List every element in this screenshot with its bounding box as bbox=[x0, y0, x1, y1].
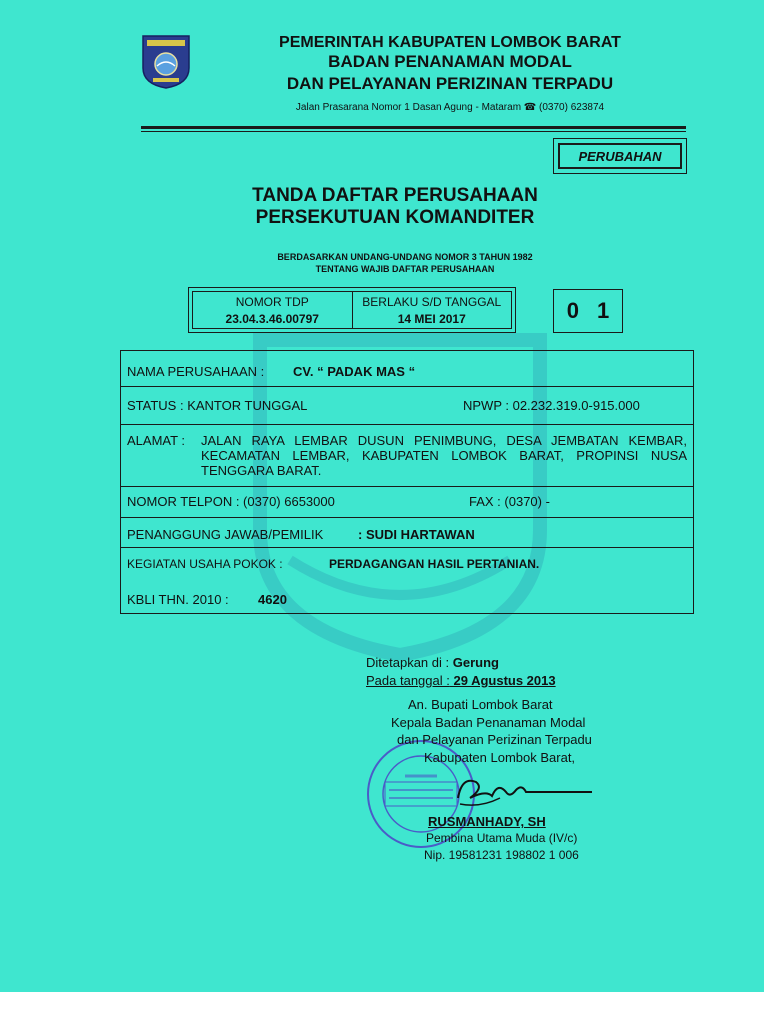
fax-label: FAX : (0370) - bbox=[469, 494, 550, 509]
address-value: JALAN RAYA LEMBAR DUSUN PENIMBUNG, DESA JEMBATAN KEMBAR, KECAMATAN LEMBAR, KABUPATEN LOMBOK BARAT, PROPINSI NUSA TENGGARA BARAT. bbox=[201, 433, 687, 478]
row-status bbox=[121, 387, 693, 425]
row-phone bbox=[121, 487, 693, 518]
tdp-box bbox=[188, 287, 516, 333]
tdp-number-cell bbox=[193, 292, 352, 328]
row-address bbox=[121, 425, 693, 487]
perubahan-label: PERUBAHAN bbox=[558, 143, 682, 169]
signatory-nip: Nip. 19581231 198802 1 006 bbox=[424, 848, 579, 862]
tdp-valid-value: 14 MEI 2017 bbox=[397, 312, 466, 326]
document-subtitle: PERSEKUTUAN KOMANDITER bbox=[255, 207, 535, 228]
row-business bbox=[121, 548, 693, 615]
npwp-label: NPWP : 02.232.319.0-915.000 bbox=[463, 398, 640, 413]
header-government: PEMERINTAH KABUPATEN LOMBOK BARAT bbox=[279, 34, 621, 51]
issued-date bbox=[366, 673, 556, 688]
issued-place bbox=[366, 655, 499, 670]
legal-basis-cont: TENTANG WAJIB DAFTAR PERUSAHAAN bbox=[315, 264, 495, 274]
legal-basis: BERDASARKAN UNDANG-UNDANG NOMOR 3 TAHUN 1982 bbox=[277, 252, 533, 262]
status-label: STATUS : KANTOR TUNGGAL bbox=[127, 398, 308, 413]
issued-place-label: Ditetapkan di : bbox=[366, 655, 450, 670]
kbli-label: KBLI THN. 2010 : bbox=[127, 592, 229, 607]
signatory-line-2: Kepala Badan Penanaman Modal bbox=[391, 715, 586, 730]
sheet-number-box bbox=[553, 289, 623, 333]
issued-date-value: 29 Agustus 2013 bbox=[453, 673, 556, 688]
signatory-name: RUSMANHADY, SH bbox=[428, 814, 546, 829]
sheet-digit: 0 bbox=[566, 298, 579, 323]
row-company-name bbox=[121, 351, 693, 387]
business-label: KEGIATAN USAHA POKOK : bbox=[127, 557, 283, 571]
signatory-line-1: An. Bupati Lombok Barat bbox=[408, 697, 553, 712]
issued-place-value: Gerung bbox=[452, 655, 499, 670]
company-name-label: NAMA PERUSAHAAN : bbox=[127, 364, 265, 379]
tdp-valid-cell bbox=[352, 292, 512, 328]
responsible-value: : SUDI HARTAWAN bbox=[358, 527, 475, 542]
government-logo bbox=[141, 34, 191, 90]
tdp-number-label: NOMOR TDP bbox=[235, 295, 309, 309]
signatory-line-3: dan Pelayanan Perizinan Terpadu bbox=[397, 732, 592, 747]
issued-date-label: Pada tanggal : bbox=[366, 673, 450, 688]
signatory-line-4: Kabupaten Lombok Barat, bbox=[424, 750, 576, 765]
signatory-rank: Pembina Utama Muda (IV/c) bbox=[426, 831, 578, 845]
header-agency-cont: DAN PELAYANAN PERIZINAN TERPADU bbox=[286, 74, 614, 93]
tdp-number-value: 23.04.3.46.00797 bbox=[225, 312, 319, 326]
header-agency: BADAN PENANAMAN MODAL bbox=[328, 52, 572, 71]
sheet-digit: 1 bbox=[597, 298, 610, 323]
address-label: ALAMAT : bbox=[127, 433, 186, 448]
handwritten-signature bbox=[440, 768, 600, 816]
phone-label: NOMOR TELPON : (0370) 6653000 bbox=[127, 494, 335, 509]
row-responsible bbox=[121, 518, 693, 548]
perubahan-badge bbox=[553, 138, 687, 174]
document-title: TANDA DAFTAR PERUSAHAAN bbox=[252, 185, 538, 206]
kbli-value: 4620 bbox=[258, 592, 287, 607]
business-value: PERDAGANGAN HASIL PERTANIAN. bbox=[329, 557, 540, 571]
header-rule-thin bbox=[141, 131, 686, 132]
responsible-label: PENANGGUNG JAWAB/PEMILIK bbox=[127, 527, 324, 542]
header-address: Jalan Prasarana Nomor 1 Dasan Agung - Mataram ☎ (0370) 623874 bbox=[295, 102, 605, 113]
company-name-value: CV. “ PADAK MAS “ bbox=[293, 364, 416, 379]
tdp-valid-label: BERLAKU S/D TANGGAL bbox=[362, 295, 502, 309]
header-rule-thick bbox=[141, 126, 686, 129]
company-info-table bbox=[120, 350, 694, 614]
